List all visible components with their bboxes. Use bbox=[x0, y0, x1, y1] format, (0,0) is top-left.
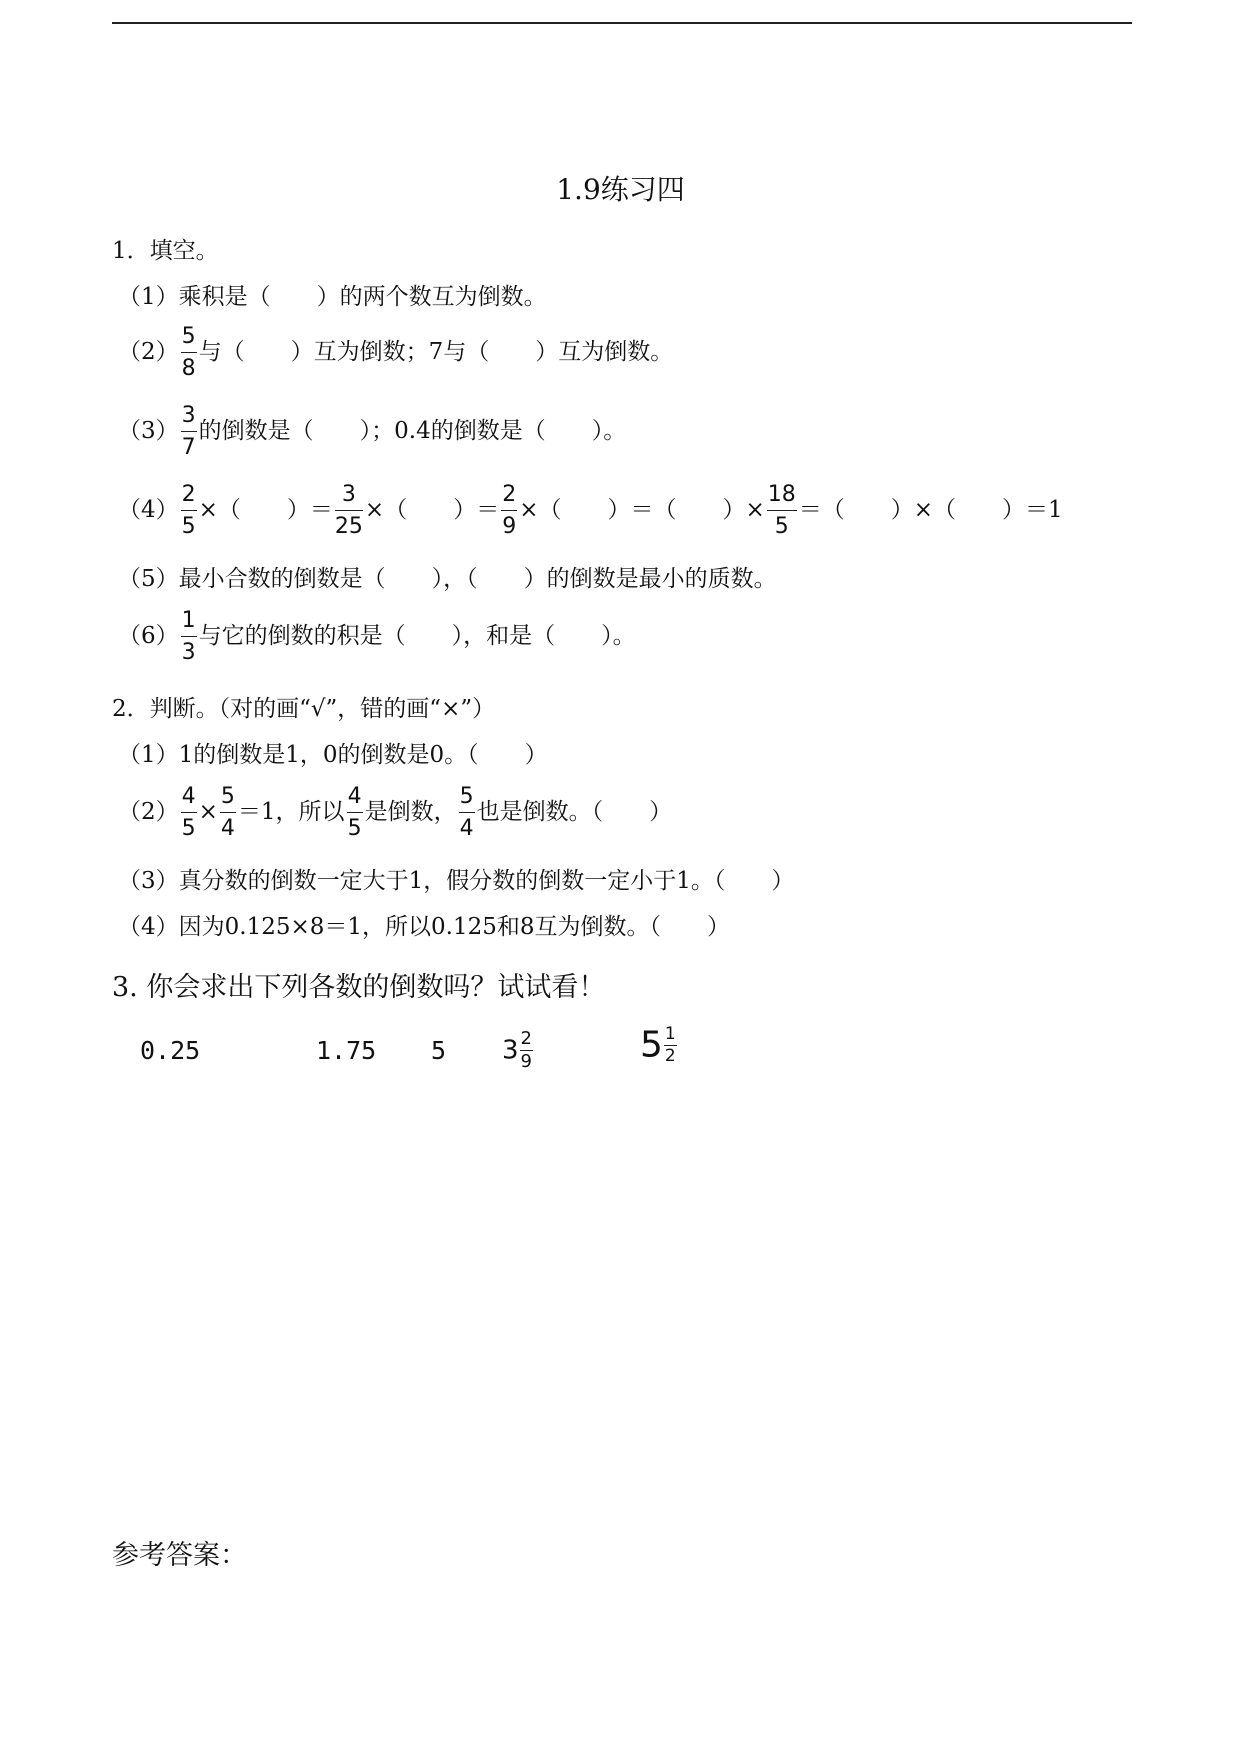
fraction bbox=[181, 484, 197, 538]
q-text: ×（ ）＝ bbox=[198, 497, 333, 523]
s3-mixed-number-1 bbox=[502, 1030, 535, 1071]
fraction bbox=[220, 786, 236, 840]
q-prefix: （3） bbox=[118, 418, 179, 444]
numerator: 2 bbox=[181, 484, 197, 511]
fraction bbox=[520, 1030, 533, 1071]
s1-question-6 bbox=[118, 610, 636, 664]
numerator: 4 bbox=[347, 786, 363, 813]
s1-question-1: （1）乘积是（ ）的两个数互为倒数。 bbox=[118, 284, 547, 310]
q-text: 是倒数， bbox=[364, 799, 457, 825]
numerator: 5 bbox=[459, 786, 475, 813]
numerator: 3 bbox=[181, 405, 197, 432]
whole-part: 5 bbox=[640, 1024, 663, 1066]
denominator: 7 bbox=[181, 435, 196, 460]
numerator: 18 bbox=[767, 484, 797, 511]
q-text: 与它的倒数的积是（ ），和是（ ）。 bbox=[198, 623, 636, 649]
whole-part: 3 bbox=[502, 1035, 519, 1066]
numerator: 4 bbox=[181, 786, 197, 813]
fraction bbox=[347, 786, 363, 840]
q-prefix: （6） bbox=[118, 623, 179, 649]
s1-question-2 bbox=[118, 326, 673, 380]
denominator: 9 bbox=[520, 1051, 532, 1072]
s2-question-1: （1）1的倒数是1，0的倒数是0。（ ） bbox=[118, 742, 548, 768]
s2-question-3: （3）真分数的倒数一定大于1，假分数的倒数一定小于1。（ ） bbox=[118, 868, 795, 894]
fraction bbox=[459, 786, 475, 840]
q-prefix: （2） bbox=[118, 799, 179, 825]
denominator: 5 bbox=[774, 514, 789, 539]
fraction bbox=[767, 484, 797, 538]
numerator: 1 bbox=[664, 1024, 676, 1044]
fraction bbox=[181, 610, 197, 664]
page-title: 1.9练习四 bbox=[556, 173, 685, 206]
fraction bbox=[181, 786, 197, 840]
header-rule bbox=[112, 22, 1132, 24]
numerator: 1 bbox=[181, 610, 197, 637]
s3-number-3: 5 bbox=[431, 1036, 447, 1065]
denominator: 5 bbox=[181, 514, 196, 539]
q-text: 也是倒数。（ ） bbox=[476, 799, 673, 825]
q-text: ×（ ）＝ bbox=[364, 497, 500, 523]
denominator: 8 bbox=[181, 356, 196, 381]
section3-heading: 3. 你会求出下列各数的倒数吗？试试看！ bbox=[112, 972, 606, 1003]
s3-mixed-number-2 bbox=[640, 1026, 679, 1065]
denominator: 25 bbox=[334, 514, 363, 539]
q-prefix: （2） bbox=[118, 339, 179, 365]
q-text: ＝（ ）×（ ）＝1 bbox=[798, 497, 1063, 523]
denominator: 5 bbox=[347, 816, 362, 841]
numerator: 3 bbox=[335, 484, 363, 511]
s1-question-5: （5）最小合数的倒数是（ ），（ ）的倒数是最小的质数。 bbox=[118, 566, 777, 592]
s1-question-4 bbox=[118, 484, 1063, 538]
q-text: 的倒数是（ ）；0.4的倒数是（ ）。 bbox=[198, 418, 627, 444]
q-text: ×（ ）＝（ ）× bbox=[519, 497, 765, 523]
denominator: 9 bbox=[502, 514, 517, 539]
answers-heading: 参考答案： bbox=[112, 1540, 247, 1571]
q-prefix: （4） bbox=[118, 497, 179, 523]
s2-question-4: （4）因为0.125×8＝1，所以0.125和8互为倒数。（ ） bbox=[118, 914, 730, 940]
numerator: 5 bbox=[220, 786, 236, 813]
s3-number-1: 0.25 bbox=[140, 1036, 201, 1065]
q-text: ＝1，所以 bbox=[237, 799, 345, 825]
numerator: 2 bbox=[501, 484, 517, 511]
fraction bbox=[501, 484, 517, 538]
section2-heading: 2．判断。（对的画“√”，错的画“×”） bbox=[112, 696, 496, 722]
section1-heading: 1．填空。 bbox=[112, 238, 219, 264]
fraction bbox=[181, 326, 197, 380]
s3-number-2: 1.75 bbox=[316, 1036, 377, 1065]
fraction bbox=[335, 484, 363, 538]
denominator: 3 bbox=[181, 640, 196, 665]
s1-question-3 bbox=[118, 405, 626, 459]
fraction bbox=[181, 405, 197, 459]
s2-question-2 bbox=[118, 786, 672, 840]
denominator: 4 bbox=[220, 816, 235, 841]
numerator: 2 bbox=[520, 1028, 532, 1049]
denominator: 4 bbox=[459, 816, 474, 841]
denominator: 5 bbox=[181, 816, 196, 841]
numerator: 5 bbox=[181, 326, 197, 353]
q-text: 与（ ）互为倒数；7与（ ）互为倒数。 bbox=[198, 339, 674, 365]
fraction bbox=[664, 1026, 677, 1065]
denominator: 2 bbox=[664, 1046, 676, 1066]
q-text: × bbox=[198, 799, 218, 825]
